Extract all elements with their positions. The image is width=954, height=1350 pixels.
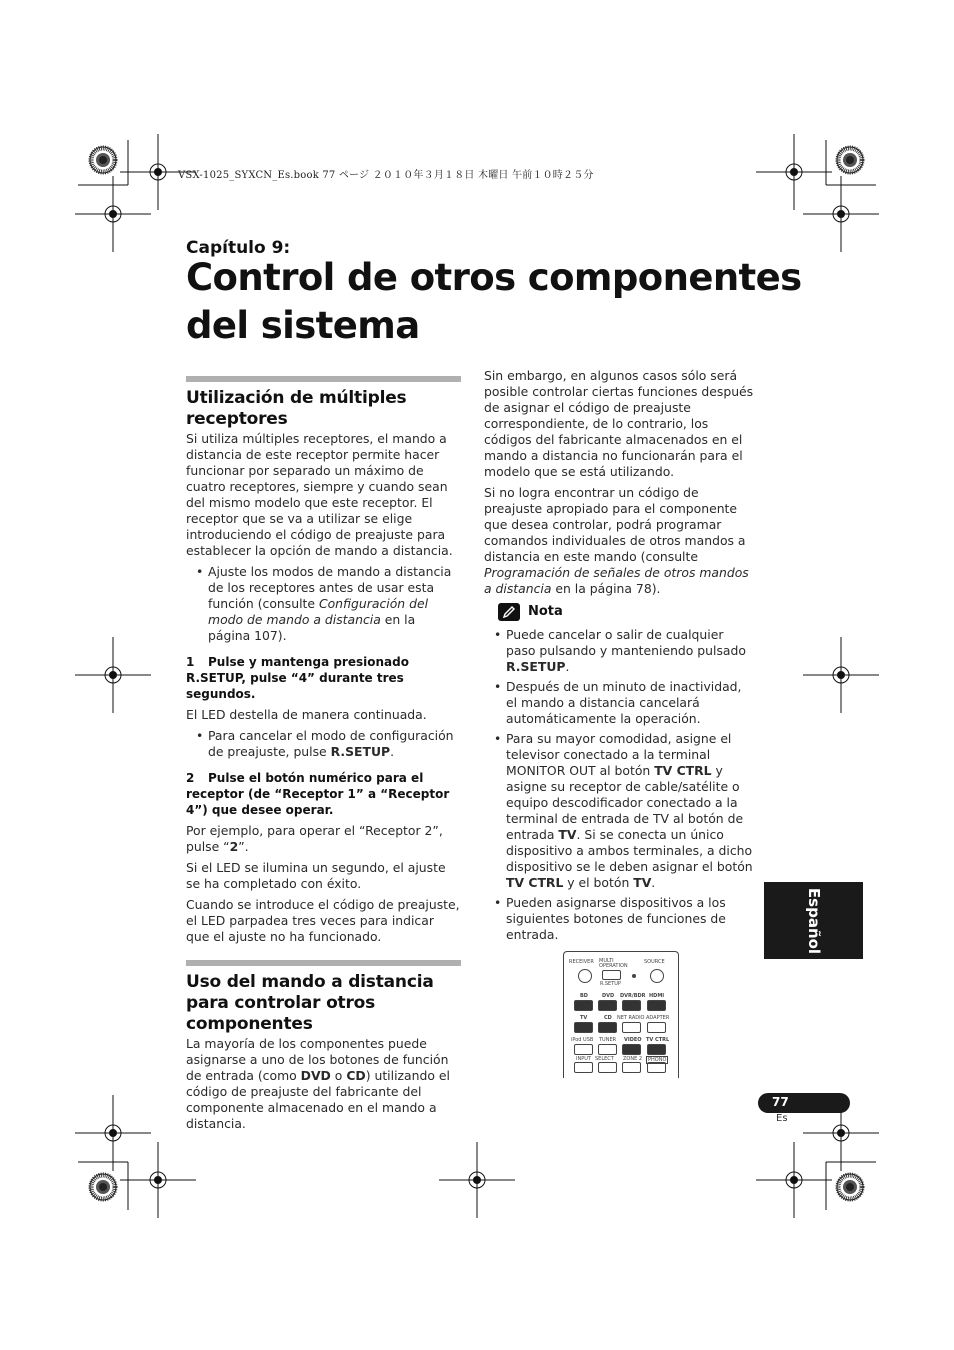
remote-label: TV CTRL (646, 1037, 670, 1043)
remote-label: DVR/BDR (620, 993, 646, 999)
remote-label: BD (580, 993, 588, 999)
receiver-power-icon (578, 969, 592, 983)
zone2-button (622, 1062, 641, 1073)
remote-label: VIDEO (624, 1037, 642, 1043)
list-item: • Pueden asignarse dispositivos a los siguientes botones de funciones de entrada. (484, 895, 754, 943)
remote-label: ADAPTER (646, 1015, 670, 1021)
input-select-right-button (598, 1062, 617, 1073)
page-title: Control de otros componentes del sistema (186, 256, 802, 347)
cd-button (598, 1022, 617, 1033)
remote-control-paragraph: La mayoría de los componentes puede asignarse a uno de los botones de función de entrada (como DVD o CD) utilizando el código de preajuste del fabricante del componente almacenado en el mando a distancia. (186, 1036, 450, 1131)
source-power-icon (650, 969, 664, 983)
paragraph: Sin embargo, en algunos casos sólo será posible controlar ciertas funciones después de asignar el código de preajuste correspondiente, de lo contrario, los códigos del fabricante almacenados en el mando a distancia no funcionarán para el modelo que se está utilizando. (484, 368, 754, 479)
video-button (622, 1044, 641, 1055)
chapter-label: Capítulo 9: (186, 238, 291, 258)
remote-label: iPod USB (571, 1037, 594, 1043)
remote-label: SELECT (595, 1056, 614, 1062)
tv-ctrl-button (647, 1044, 666, 1055)
led-success-paragraph: Si el LED se ilumina un segundo, el ajuste se ha completado con éxito. (186, 860, 446, 891)
remote-label: TUNER (599, 1037, 617, 1043)
remote-label-receiver: RECEIVER (569, 959, 594, 965)
list-item: • Ajuste los modos de mando a distancia de los receptores antes de usar esta función (consulte Configuración del modo de mando a distancia en la página 107). (186, 564, 461, 644)
remote-label: HDMI (649, 993, 665, 999)
note-list (484, 627, 754, 943)
step-1-note: El LED destella de manera continuada. (186, 707, 427, 722)
remote-label: ZONE 2 (623, 1056, 643, 1062)
list-item: • Para cancelar el modo de configuración de preajuste, pulse R.SETUP. (186, 728, 461, 760)
adapter-button (647, 1022, 666, 1033)
example-paragraph: Por ejemplo, para operar el “Receptor 2”, pulse “2”. (186, 823, 443, 854)
section-heading-remote-control: Uso del mando a distancia para controlar otros componentes (186, 972, 434, 1034)
remote-label-multi-operation: MULTI OPERATION (599, 958, 628, 969)
bullet-list (186, 728, 461, 760)
language-tab (764, 882, 863, 959)
remote-label: TV (580, 1015, 588, 1021)
ipod-usb-button (574, 1044, 593, 1055)
section-rule (186, 960, 461, 966)
list-item: • Después de un minuto de inactividad, el mando a distancia cancelará automáticamente la operación. (484, 679, 754, 727)
note-title: Nota (528, 604, 563, 619)
page-language-code: Es (776, 1113, 788, 1124)
note-header (498, 603, 754, 621)
list-item: • Puede cancelar o salir de cualquier paso pulsando y manteniendo pulsado R.SETUP. (484, 627, 754, 675)
section-heading-multiple-receivers: Utilización de múltiples receptores (186, 388, 407, 429)
file-header-line: VSX-1025_SYXCN_Es.book 77 ページ ２０１０年３月１８日 木曜日 午前１０時２５分 (178, 170, 594, 181)
input-select-left-button (574, 1062, 593, 1073)
paragraph: Si no logra encontrar un código de preajuste apropiado para el componente que desea controlar, podrá programar comandos individuales de otros mandos a distancia en este mando (consulte Programación de señales de otros mandos a distancia en la página 78). (484, 485, 749, 596)
remote-label: INPUT (576, 1056, 591, 1062)
link-config-remote-mode: Configuración del modo de mando a distancia (208, 596, 429, 627)
bd-button (574, 1000, 593, 1011)
remote-label: NET RADIO (617, 1015, 645, 1021)
remote-label: DVD (602, 993, 615, 999)
dvd-button (598, 1000, 617, 1011)
page-number-pill (758, 1093, 850, 1113)
remote-label: CD (604, 1015, 612, 1021)
right-column (484, 368, 754, 948)
dvr-bdr-button (622, 1000, 641, 1011)
tv-button (574, 1022, 593, 1033)
intro-paragraph: Si utiliza múltiples receptores, el mando a distancia de este receptor permite hacer funcionar por separado un máximo de cuatro receptores, siempre y cuando sean del mismo modelo que este receptor. El receptor que se va a utilizar se elige introduciendo el código de preajuste para establecer la opción de mando a distancia. (186, 431, 453, 558)
left-column (186, 376, 461, 1137)
hdmi-button (647, 1000, 666, 1011)
section-rule (186, 376, 461, 382)
step-1: 1 Pulse y mantenga presionado R.SETUP, pulse “4” durante tres segundos. (186, 655, 409, 701)
remote-control-illustration (563, 951, 679, 1078)
remote-label-rsetup: R.SETUP (600, 981, 621, 987)
page-number: 77 (772, 1095, 789, 1109)
net-radio-button (622, 1022, 641, 1033)
led-fail-paragraph: Cuando se introduce el código de preajuste, el LED parpadea tres veces para indicar que el ajuste no ha funcionado. (186, 897, 460, 944)
step-2: 2 Pulse el botón numérico para el receptor (de “Receptor 1” a “Receptor 4”) que desee operar. (186, 771, 450, 817)
bullet-list (186, 564, 461, 644)
language-label: Español (804, 887, 823, 954)
rsetup-button (602, 970, 621, 980)
pencil-note-icon (498, 603, 520, 621)
phono-button (647, 1062, 666, 1073)
remote-label-source: SOURCE (644, 959, 665, 965)
tuner-button (598, 1044, 617, 1055)
remote-label: PHONO (648, 1057, 667, 1063)
list-item: • Para su mayor comodidad, asigne el televisor conectado a la terminal MONITOR OUT al botón TV CTRL y asigne su receptor de cable/satélite o equipo descodificador conectado a la terminal de entrada de TV al botón de entrada TV. Si se conecta un único dispositivo a ambos terminales, a dicho dispositivo se le deben asignar el botón TV CTRL y el botón TV. (484, 731, 754, 891)
link-programming-signals: Programación de señales de otros mandos a distancia (484, 565, 749, 596)
led-indicator (632, 974, 636, 978)
